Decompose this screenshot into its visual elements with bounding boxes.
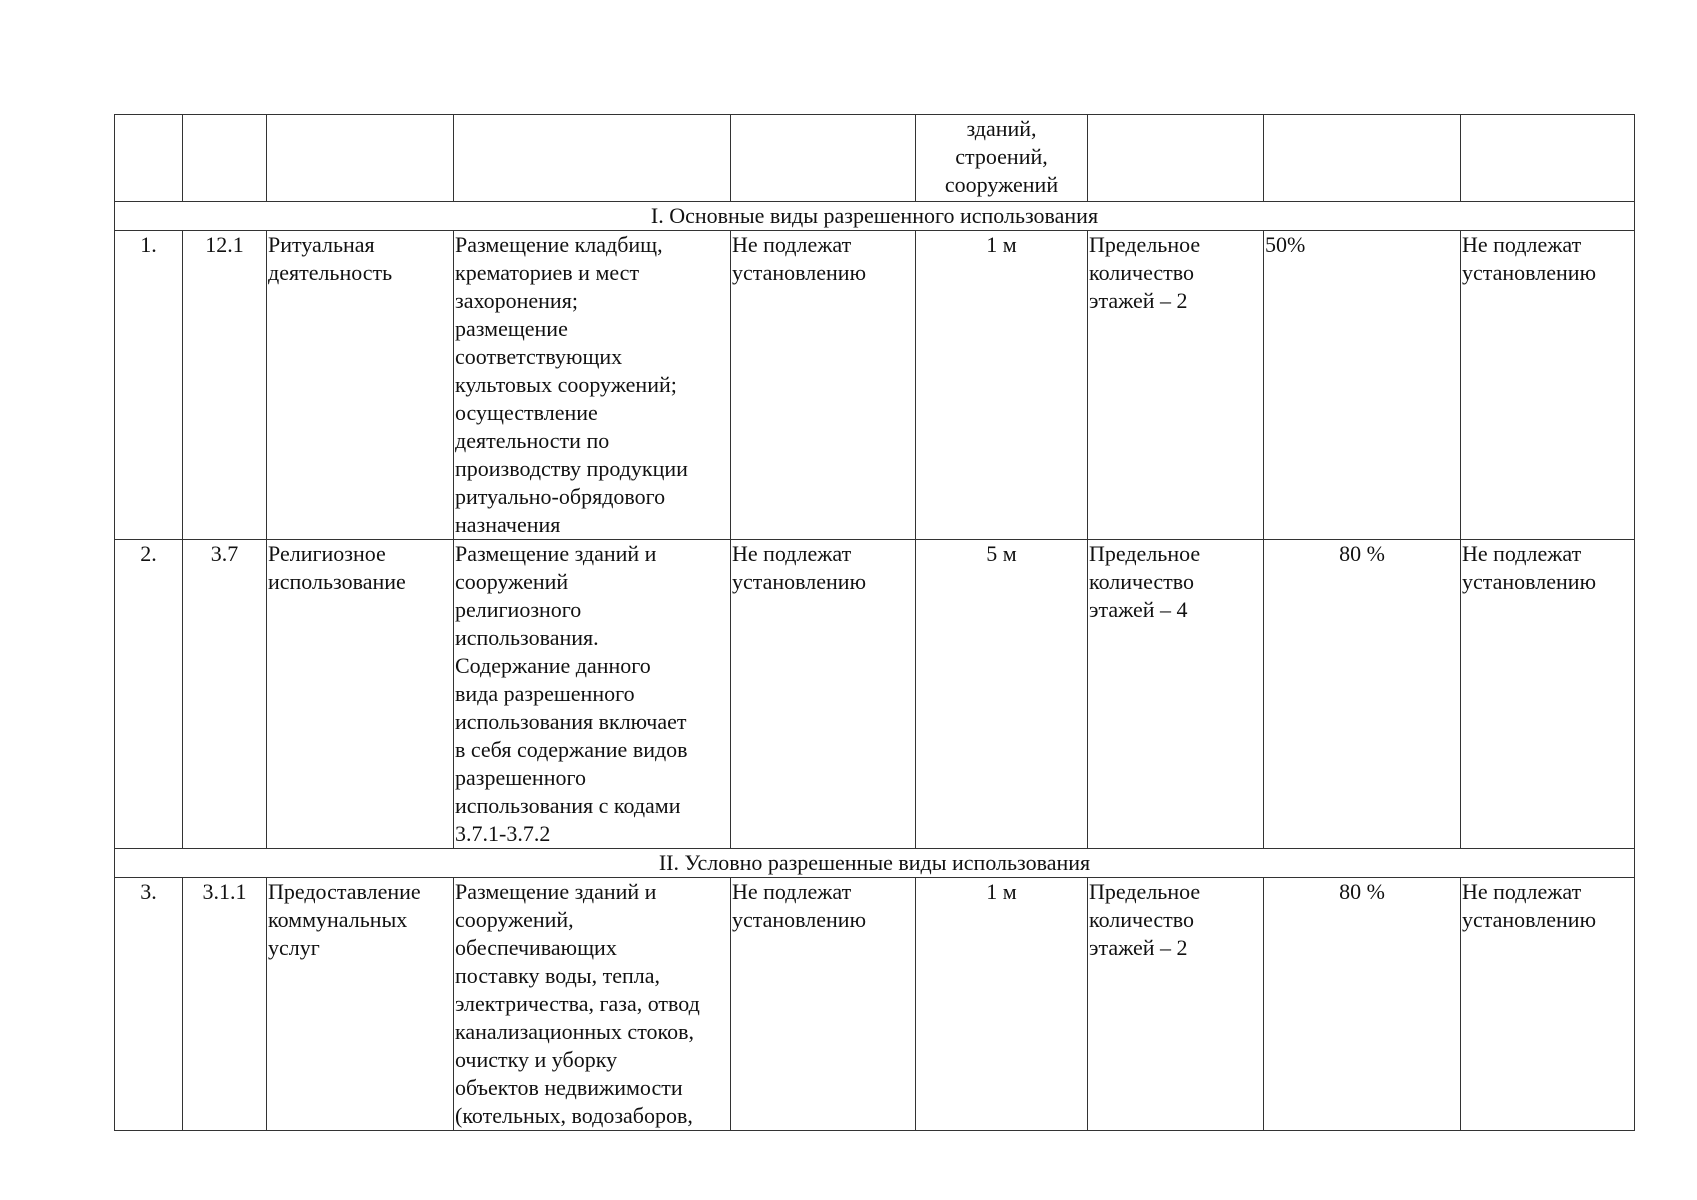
- row-other: Не подлежат установлению: [1461, 878, 1635, 1131]
- header-cell-num: [115, 115, 183, 202]
- header-cell-other: [1461, 115, 1635, 202]
- header-cell-code: [183, 115, 267, 202]
- row-code: 3.1.1: [183, 878, 267, 1131]
- section-conditional-row: [115, 849, 1635, 878]
- header-continuation-row: [115, 115, 1635, 202]
- row-setback: 5 м: [916, 540, 1088, 849]
- row-number: 3.: [115, 878, 183, 1131]
- section-main-row: [115, 202, 1635, 231]
- row-floors: Предельное количество этажей – 2: [1088, 231, 1264, 540]
- row-setback: 1 м: [916, 878, 1088, 1131]
- section-conditional-title: II. Условно разрешенные виды использования: [115, 849, 1635, 878]
- header-cell-name: [267, 115, 454, 202]
- header-cell-setback: зданий, строений, сооружений: [916, 115, 1088, 202]
- row-number: 1.: [115, 231, 183, 540]
- header-cell-coverage: [1264, 115, 1461, 202]
- section-main-title: I. Основные виды разрешенного использования: [115, 202, 1635, 231]
- row-name: Предоставление коммунальных услуг: [267, 878, 454, 1131]
- row-description: Размещение кладбищ, крематориев и мест захоронения; размещение соответствующих культовых сооружений; осуществление деятельности по производству продукции ритуально-обрядового назначения: [454, 231, 731, 540]
- land-use-regulations-table: [114, 114, 1635, 1131]
- row-plot-size: Не подлежат установлению: [731, 878, 916, 1131]
- row-setback: 1 м: [916, 231, 1088, 540]
- row-other: Не подлежат установлению: [1461, 540, 1635, 849]
- row-floors: Предельное количество этажей – 4: [1088, 540, 1264, 849]
- table-row: [115, 540, 1635, 849]
- row-code: 12.1: [183, 231, 267, 540]
- row-code: 3.7: [183, 540, 267, 849]
- table-row: [115, 231, 1635, 540]
- header-cell-floors: [1088, 115, 1264, 202]
- row-number: 2.: [115, 540, 183, 849]
- row-description: Размещение зданий и сооружений, обеспечивающих поставку воды, тепла, электричества, газа, отвод канализационных стоков, очистку и уборку объектов недвижимости (котельных, водозаборов,: [454, 878, 731, 1131]
- header-cell-description: [454, 115, 731, 202]
- row-name: Ритуальная деятельность: [267, 231, 454, 540]
- row-coverage: 80 %: [1264, 540, 1461, 849]
- table-row: [115, 878, 1635, 1131]
- row-floors: Предельное количество этажей – 2: [1088, 878, 1264, 1131]
- row-other: Не подлежат установлению: [1461, 231, 1635, 540]
- row-plot-size: Не подлежат установлению: [731, 231, 916, 540]
- row-coverage: 80 %: [1264, 878, 1461, 1131]
- row-plot-size: Не подлежат установлению: [731, 540, 916, 849]
- row-coverage: 50%: [1264, 231, 1461, 540]
- row-description: Размещение зданий и сооружений религиозного использования. Содержание данного вида разрешенного использования включает в себя содержание видов разрешенного использования с кодами 3.7.1-3.7.2: [454, 540, 731, 849]
- row-name: Религиозное использование: [267, 540, 454, 849]
- header-cell-plot-size: [731, 115, 916, 202]
